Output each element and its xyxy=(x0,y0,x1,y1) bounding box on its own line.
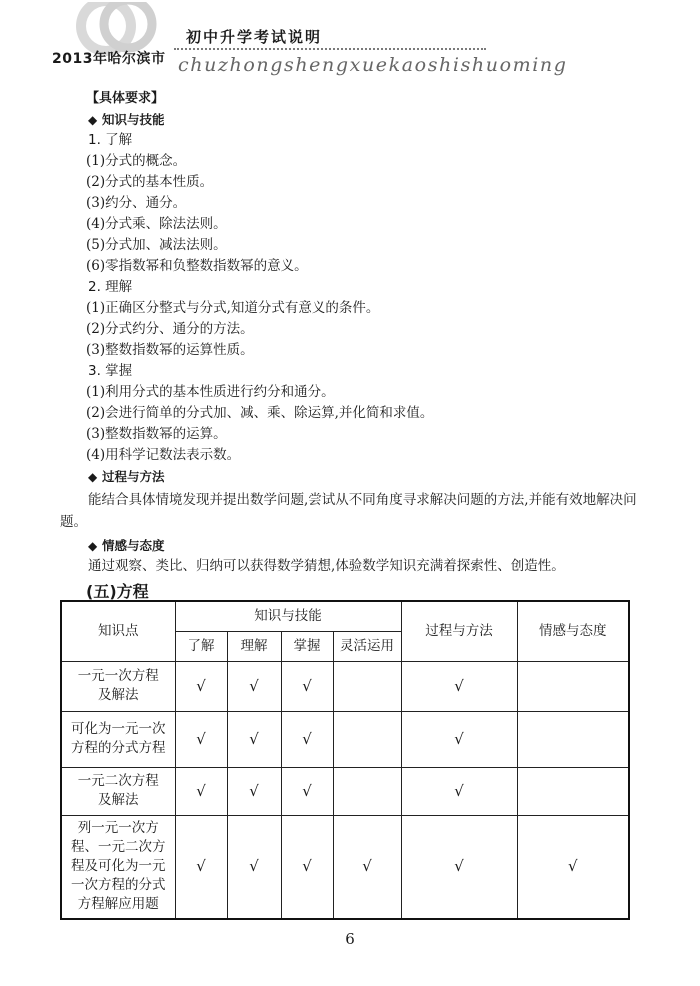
subheader-master: 掌握 xyxy=(281,631,333,661)
header-knowledge-skill: 知识与技能 xyxy=(175,601,401,631)
list-item: (6)零指数幂和负整数指数幂的意义。 xyxy=(86,258,308,274)
process-heading-text: 过程与方法 xyxy=(102,469,165,484)
list-item: (2)会进行简单的分式加、减、乘、除运算,并化简和求值。 xyxy=(86,405,434,421)
check-cell: √ xyxy=(175,711,227,767)
diamond-bullet-icon: ◆ xyxy=(88,113,98,127)
table-row xyxy=(61,767,629,815)
requirements-table xyxy=(60,600,630,920)
subheader-understand: 了解 xyxy=(175,631,227,661)
header-year-city: 2013年哈尔滨市 xyxy=(52,51,166,67)
attitude-heading-text: 情感与态度 xyxy=(102,538,165,553)
check-cell: √ xyxy=(401,815,517,919)
check-cell: √ xyxy=(227,711,281,767)
check-cell: √ xyxy=(333,815,401,919)
list-item: (3)整数指数幂的运算。 xyxy=(86,426,227,442)
list-item: (5)分式加、减法法则。 xyxy=(86,237,227,253)
list-item: (2)分式的基本性质。 xyxy=(86,174,214,190)
group-title: 1. 了解 xyxy=(88,132,133,148)
list-item: (1)正确区分整式与分式,知道分式有意义的条件。 xyxy=(86,300,380,316)
table-row xyxy=(61,815,629,919)
page-header xyxy=(0,0,700,80)
page-number: 6 xyxy=(345,930,355,948)
header-knowledge-point: 知识点 xyxy=(61,601,175,661)
list-item: (1)分式的概念。 xyxy=(86,153,187,169)
check-cell xyxy=(333,767,401,815)
process-paragraph: 能结合具体情境发现并提出数学问题,尝试从不同角度寻求解决问题的方法,并能有效地解决问题。 xyxy=(60,492,637,530)
knowledge-heading xyxy=(60,109,640,130)
header-divider xyxy=(174,48,486,50)
check-cell: √ xyxy=(281,767,333,815)
check-cell xyxy=(517,767,629,815)
equation-requirements-table xyxy=(60,600,630,920)
check-cell xyxy=(333,711,401,767)
attitude-paragraph: 通过观察、类比、归纳可以获得数学猜想,体验数学知识充满着探索性、创造性。 xyxy=(88,558,565,574)
knowledge-heading-text: 知识与技能 xyxy=(102,112,165,127)
check-cell: √ xyxy=(227,767,281,815)
check-cell: √ xyxy=(175,661,227,711)
check-cell: √ xyxy=(281,815,333,919)
table-row xyxy=(61,661,629,711)
section-five-title: (五)方程 xyxy=(86,582,149,601)
list-item: (3)整数指数幂的运算性质。 xyxy=(86,342,254,358)
check-cell: √ xyxy=(227,661,281,711)
check-cell: √ xyxy=(281,661,333,711)
subheader-comprehend: 理解 xyxy=(227,631,281,661)
list-item: (4)分式乘、除法法则。 xyxy=(86,216,227,232)
check-cell: √ xyxy=(227,815,281,919)
list-item: (1)利用分式的基本性质进行约分和通分。 xyxy=(86,384,335,400)
page-content xyxy=(60,88,640,605)
table-row xyxy=(61,711,629,767)
attitude-heading xyxy=(60,535,640,556)
header-pinyin: chuzhongshengxuekaoshishuoming xyxy=(178,54,568,76)
header-process: 过程与方法 xyxy=(401,601,517,661)
check-cell: √ xyxy=(175,767,227,815)
check-cell: √ xyxy=(281,711,333,767)
check-cell xyxy=(333,661,401,711)
row-name: 一元二次方程及解法 xyxy=(61,767,175,815)
list-item: (2)分式约分、通分的方法。 xyxy=(86,321,254,337)
row-name: 列一元一次方程、一元二次方程及可化为一元一次方程的分式方程解应用题 xyxy=(61,815,175,919)
subheader-flexible-use: 灵活运用 xyxy=(333,631,401,661)
check-cell: √ xyxy=(401,711,517,767)
group-title: 3. 掌握 xyxy=(88,363,133,379)
check-cell: √ xyxy=(401,767,517,815)
check-cell: √ xyxy=(401,661,517,711)
process-heading xyxy=(60,466,640,487)
header-attitude: 情感与态度 xyxy=(517,601,629,661)
group-title: 2. 理解 xyxy=(88,279,133,295)
diamond-bullet-icon: ◆ xyxy=(88,470,98,484)
check-cell: √ xyxy=(517,815,629,919)
table-header-row xyxy=(61,601,629,631)
header-title: 初中升学考试说明 xyxy=(186,28,323,46)
row-name: 可化为一元一次方程的分式方程 xyxy=(61,711,175,767)
check-cell xyxy=(517,711,629,767)
check-cell xyxy=(517,661,629,711)
list-item: (4)用科学记数法表示数。 xyxy=(86,447,241,463)
diamond-bullet-icon: ◆ xyxy=(88,539,98,553)
section-label: 【具体要求】 xyxy=(86,91,165,106)
check-cell: √ xyxy=(175,815,227,919)
row-name: 一元一次方程及解法 xyxy=(61,661,175,711)
list-item: (3)约分、通分。 xyxy=(86,195,187,211)
